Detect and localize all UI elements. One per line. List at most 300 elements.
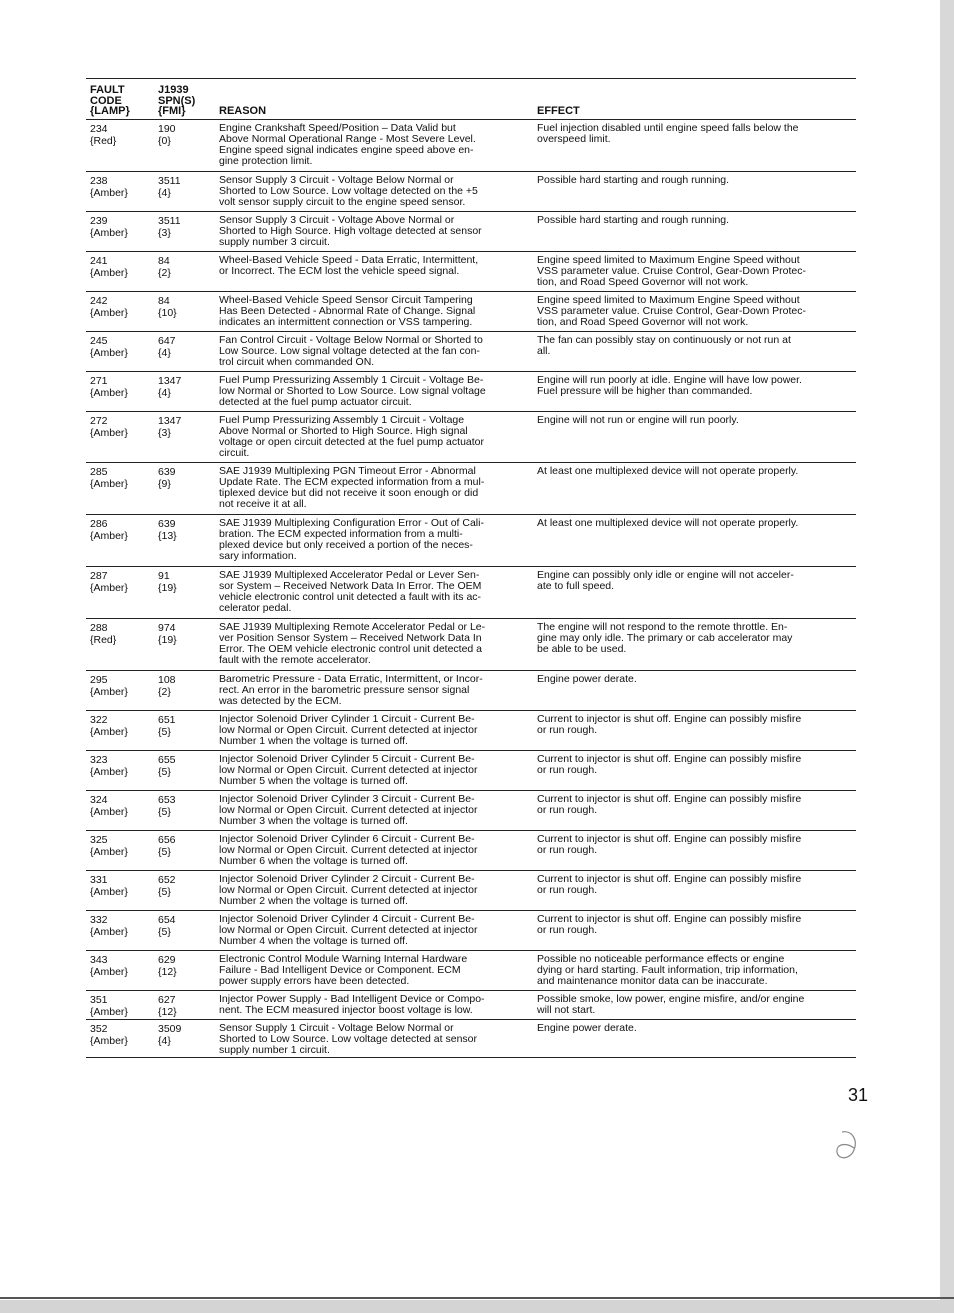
- effect-line: At least one multiplexed device will not operate properly.: [537, 464, 799, 477]
- effect-line: Possible hard starting and rough running.: [537, 173, 730, 186]
- reason-line: supply number 3 circuit.: [219, 235, 330, 248]
- effect-cell: [537, 874, 856, 909]
- fault-code-cell: [86, 295, 156, 330]
- lamp-color: {Amber}: [90, 306, 128, 319]
- fmi-value: {5}: [158, 885, 171, 898]
- reason-line: SAE J1939 Multiplexing Remote Accelerator Pedal or Le-: [219, 620, 486, 633]
- effect-line: Fuel pressure will be higher than commanded.: [537, 384, 753, 397]
- fault-code-cell: [86, 914, 156, 949]
- reason-line: Shorted to Low Source. Low voltage detected at sensor: [219, 1032, 477, 1045]
- fault-code-cell: [86, 954, 156, 989]
- reason-cell: [219, 674, 537, 709]
- table-row: [86, 951, 856, 991]
- reason-line: detected at the fuel pump actuator circuit.: [219, 395, 412, 408]
- fault-code: 288: [90, 621, 108, 634]
- spn-value: 639: [158, 465, 176, 478]
- fmi-value: {0}: [158, 134, 171, 147]
- reason-line: plexed device but only received a portion of the neces-: [219, 538, 473, 551]
- effect-line: VSS parameter value. Cruise Control, Gear-Down Protec-: [537, 304, 807, 317]
- spn-value: 652: [158, 873, 176, 886]
- table-row: [86, 463, 856, 515]
- reason-line: SAE J1939 Multiplexed Accelerator Pedal or Lever Sen-: [219, 568, 480, 581]
- header-effect: EFFECT: [537, 105, 580, 117]
- fault-code-cell: [86, 375, 156, 410]
- fault-code-cell: [86, 335, 156, 370]
- fmi-value: {3}: [158, 226, 171, 239]
- fault-code: 332: [90, 913, 108, 926]
- table-row: [86, 1020, 856, 1058]
- fault-code-cell: [86, 994, 156, 1018]
- effect-cell: [537, 518, 856, 565]
- fault-code: 242: [90, 294, 108, 307]
- spn-value: 627: [158, 993, 176, 1006]
- lamp-color: {Amber}: [90, 725, 128, 738]
- fault-code-cell: [86, 466, 156, 513]
- reason-line: SAE J1939 Multiplexing PGN Timeout Error - Abnormal: [219, 464, 476, 477]
- table-body: [86, 120, 856, 1058]
- lamp-color: {Amber}: [90, 1005, 128, 1018]
- fault-code: 351: [90, 993, 108, 1006]
- spn-value: 84: [158, 254, 170, 267]
- reason-line: rect. An error in the barometric pressure sensor signal: [219, 683, 470, 696]
- reason-cell: [219, 215, 537, 250]
- effect-line: Possible smoke, low power, engine misfire, and/or engine: [537, 992, 805, 1005]
- scan-edge-bottom: [0, 1300, 954, 1313]
- reason-line: low Normal or Open Circuit. Current detected at injector: [219, 763, 478, 776]
- spn-fmi-cell: [156, 754, 219, 789]
- fmi-value: {10}: [158, 306, 177, 319]
- fault-code-cell: [86, 794, 156, 829]
- effect-line: be able to be used.: [537, 642, 627, 655]
- table-row: [86, 911, 856, 951]
- fmi-value: {12}: [158, 1005, 177, 1018]
- reason-line: Above Normal or Shorted to High Source. High signal: [219, 424, 468, 437]
- fmi-value: {4}: [158, 1034, 171, 1047]
- spn-fmi-cell: [156, 994, 219, 1018]
- table-row: [86, 567, 856, 619]
- effect-cell: [537, 834, 856, 869]
- reason-line: SAE J1939 Multiplexing Configuration Error - Out of Cali-: [219, 516, 484, 529]
- spn-fmi-cell: [156, 570, 219, 617]
- effect-cell: [537, 335, 856, 370]
- effect-cell: [537, 994, 856, 1018]
- fault-code-cell: [86, 570, 156, 617]
- effect-line: Possible hard starting and rough running.: [537, 213, 730, 226]
- fault-code: 241: [90, 254, 108, 267]
- fmi-value: {9}: [158, 477, 171, 490]
- table-row: [86, 711, 856, 751]
- reason-line: Fuel Pump Pressurizing Assembly 1 Circuit - Voltage Be-: [219, 373, 484, 386]
- reason-line: power supply errors have been detected.: [219, 974, 410, 987]
- fault-code: 343: [90, 953, 108, 966]
- spn-value: 651: [158, 713, 176, 726]
- spn-fmi-cell: [156, 375, 219, 410]
- spn-fmi-cell: [156, 415, 219, 461]
- reason-line: Number 1 when the voltage is turned off.: [219, 734, 408, 747]
- table-row: [86, 515, 856, 567]
- effect-cell: [537, 622, 856, 669]
- table-row: [86, 372, 856, 412]
- effect-line: or run rough.: [537, 843, 598, 856]
- fault-code: 325: [90, 833, 108, 846]
- fault-code-cell: [86, 874, 156, 909]
- effect-line: tion, and Road Speed Governor will not work.: [537, 315, 749, 328]
- lamp-color: {Amber}: [90, 965, 128, 978]
- reason-cell: [219, 123, 537, 170]
- fault-code: 287: [90, 569, 108, 582]
- effect-line: Engine speed limited to Maximum Engine Speed without: [537, 293, 800, 306]
- reason-cell: [219, 255, 537, 290]
- fault-code: 271: [90, 374, 108, 387]
- reason-line: Number 5 when the voltage is turned off.: [219, 774, 408, 787]
- reason-line: Sensor Supply 3 Circuit - Voltage Above Normal or: [219, 213, 455, 226]
- effect-line: or run rough.: [537, 803, 598, 816]
- reason-line: low Normal or Shorted to Low Source. Low signal voltage: [219, 384, 486, 397]
- lamp-color: {Amber}: [90, 845, 128, 858]
- reason-line: Has Been Detected - Abnormal Rate of Change. Signal: [219, 304, 476, 317]
- fault-code-cell: [86, 714, 156, 749]
- reason-line: Sensor Supply 1 Circuit - Voltage Below Normal or: [219, 1021, 454, 1034]
- lamp-color: {Amber}: [90, 346, 128, 359]
- effect-cell: [537, 754, 856, 789]
- fmi-value: {3}: [158, 426, 171, 439]
- fault-code: 285: [90, 465, 108, 478]
- reason-line: Wheel-Based Vehicle Speed - Data Erratic, Intermittent,: [219, 253, 479, 266]
- fault-code-cell: [86, 215, 156, 250]
- fault-code-cell: [86, 622, 156, 669]
- fault-code-table: [86, 78, 856, 1058]
- reason-line: Shorted to High Source. High voltage detected at sensor: [219, 224, 482, 237]
- fault-code: 322: [90, 713, 108, 726]
- reason-cell: [219, 335, 537, 370]
- spn-fmi-cell: [156, 874, 219, 909]
- reason-line: Number 6 when the voltage is turned off.: [219, 854, 408, 867]
- lamp-color: {Amber}: [90, 186, 128, 199]
- effect-cell: [537, 375, 856, 410]
- lamp-color: {Amber}: [90, 477, 128, 490]
- effect-line: dying or hard starting. Fault information, trip information,: [537, 963, 798, 976]
- reason-line: Fuel Pump Pressurizing Assembly 1 Circuit - Voltage: [219, 413, 465, 426]
- effect-line: and maintenance monitor data can be inaccurate.: [537, 974, 768, 987]
- reason-line: gine protection limit.: [219, 154, 313, 167]
- reason-line: Low Source. Low signal voltage detected at the fan con-: [219, 344, 480, 357]
- spn-fmi-cell: [156, 1023, 219, 1056]
- lamp-color: {Amber}: [90, 426, 128, 439]
- effect-cell: [537, 570, 856, 617]
- spn-fmi-cell: [156, 794, 219, 829]
- reason-line: low Normal or Open Circuit. Current detected at injector: [219, 883, 478, 896]
- spn-fmi-cell: [156, 518, 219, 565]
- reason-line: Injector Solenoid Driver Cylinder 4 Circuit - Current Be-: [219, 912, 475, 925]
- fault-code-cell: [86, 834, 156, 869]
- effect-line: Current to injector is shut off. Engine can possibly misfire: [537, 712, 802, 725]
- table-row: [86, 871, 856, 911]
- reason-line: Number 2 when the voltage is turned off.: [219, 894, 408, 907]
- fmi-value: {2}: [158, 685, 171, 698]
- page-number: 31: [848, 1085, 869, 1105]
- effect-line: Current to injector is shut off. Engine can possibly misfire: [537, 752, 802, 765]
- spn-value: 190: [158, 122, 176, 135]
- fault-code: 323: [90, 753, 108, 766]
- effect-cell: [537, 714, 856, 749]
- reason-line: trol circuit when commanded ON.: [219, 355, 375, 368]
- effect-cell: [537, 175, 856, 210]
- effect-line: The engine will not respond to the remote throttle. En-: [537, 620, 788, 633]
- effect-cell: [537, 466, 856, 513]
- spn-fmi-cell: [156, 714, 219, 749]
- fmi-value: {5}: [158, 765, 171, 778]
- effect-cell: [537, 255, 856, 290]
- spn-value: 629: [158, 953, 176, 966]
- lamp-color: {Amber}: [90, 805, 128, 818]
- fault-code-cell: [86, 674, 156, 709]
- reason-line: Injector Solenoid Driver Cylinder 5 Circuit - Current Be-: [219, 752, 475, 765]
- fault-code: 295: [90, 673, 108, 686]
- effect-line: The fan can possibly stay on continuously or not run at: [537, 333, 791, 346]
- effect-line: Engine will not run or engine will run poorly.: [537, 413, 739, 426]
- reason-line: Failure - Bad Intelligent Device or Component. ECM: [219, 963, 461, 976]
- fault-code: 234: [90, 122, 108, 135]
- fmi-value: {4}: [158, 386, 171, 399]
- effect-line: Engine will run poorly at idle. Engine will have low power.: [537, 373, 802, 386]
- fmi-value: {4}: [158, 186, 171, 199]
- reason-cell: [219, 622, 537, 669]
- header-reason: REASON: [219, 105, 267, 117]
- fmi-value: {5}: [158, 725, 171, 738]
- spn-value: 647: [158, 334, 176, 347]
- fmi-value: {2}: [158, 266, 171, 279]
- effect-line: At least one multiplexed device will not operate properly.: [537, 516, 799, 529]
- effect-line: tion, and Road Speed Governor will not work.: [537, 275, 749, 288]
- reason-line: Injector Solenoid Driver Cylinder 6 Circuit - Current Be-: [219, 832, 475, 845]
- reason-line: low Normal or Open Circuit. Current detected at injector: [219, 923, 478, 936]
- reason-line: Injector Solenoid Driver Cylinder 2 Circuit - Current Be-: [219, 872, 475, 885]
- table-row: [86, 172, 856, 212]
- effect-cell: [537, 415, 856, 461]
- reason-line: Fan Control Circuit - Voltage Below Normal or Shorted to: [219, 333, 483, 346]
- reason-line: Number 3 when the voltage is turned off.: [219, 814, 408, 827]
- fmi-value: {4}: [158, 346, 171, 359]
- reason-line: indicates an intermittent connection or VSS tampering.: [219, 315, 473, 328]
- reason-line: tiplexed device but did not receive it soon enough or did: [219, 486, 479, 499]
- table-row: [86, 751, 856, 791]
- reason-cell: [219, 914, 537, 949]
- reason-line: Engine speed signal indicates engine speed above en-: [219, 143, 474, 156]
- reason-line: Error. The OEM vehicle electronic control unit detected a: [219, 642, 483, 655]
- fault-code: 286: [90, 517, 108, 530]
- reason-line: Shorted to Low Source. Low voltage detected on the +5: [219, 184, 478, 197]
- spn-fmi-cell: [156, 914, 219, 949]
- table-row: [86, 292, 856, 332]
- lamp-color: {Amber}: [90, 226, 128, 239]
- spn-value: 108: [158, 673, 176, 686]
- effect-line: Engine power derate.: [537, 672, 637, 685]
- reason-line: voltage or open circuit detected at the fuel pump actuator: [219, 435, 484, 448]
- spn-value: 84: [158, 294, 170, 307]
- fault-code-cell: [86, 518, 156, 565]
- lamp-color: {Amber}: [90, 765, 128, 778]
- header-j1939: J1939 SPN(S) {FMI}: [158, 84, 196, 117]
- table-row: [86, 791, 856, 831]
- reason-line: was detected by the ECM.: [219, 694, 342, 707]
- fault-code-cell: [86, 754, 156, 789]
- reason-line: low Normal or Open Circuit. Current detected at injector: [219, 723, 478, 736]
- reason-line: Sensor Supply 3 Circuit - Voltage Below Normal or: [219, 173, 454, 186]
- effect-cell: [537, 1023, 856, 1056]
- fault-code: 272: [90, 414, 108, 427]
- reason-cell: [219, 954, 537, 989]
- table-row: [86, 831, 856, 871]
- effect-line: Current to injector is shut off. Engine can possibly misfire: [537, 792, 802, 805]
- reason-line: sor System – Received Network Data In Error. The OEM: [219, 579, 482, 592]
- effect-line: or run rough.: [537, 923, 598, 936]
- spn-value: 639: [158, 517, 176, 530]
- header-fault-code: FAULT CODE {LAMP}: [90, 84, 130, 117]
- table-row: [86, 412, 856, 463]
- lamp-color: {Red}: [90, 633, 117, 646]
- fmi-value: {12}: [158, 965, 177, 978]
- reason-cell: [219, 570, 537, 617]
- effect-cell: [537, 123, 856, 170]
- table-header: [86, 79, 856, 120]
- reason-line: bration. The ECM expected information from a multi-: [219, 527, 463, 540]
- spn-fmi-cell: [156, 255, 219, 290]
- reason-cell: [219, 794, 537, 829]
- effect-line: or run rough.: [537, 763, 598, 776]
- scan-edge-line: [0, 1297, 954, 1299]
- reason-line: circuit.: [219, 446, 250, 459]
- fmi-value: {5}: [158, 845, 171, 858]
- reason-line: Number 4 when the voltage is turned off.: [219, 934, 408, 947]
- fault-code-cell: [86, 123, 156, 170]
- spn-fmi-cell: [156, 335, 219, 370]
- spn-fmi-cell: [156, 622, 219, 669]
- reason-cell: [219, 994, 537, 1018]
- spn-value: 3511: [158, 214, 181, 227]
- effect-line: Current to injector is shut off. Engine can possibly misfire: [537, 832, 802, 845]
- reason-cell: [219, 754, 537, 789]
- effect-cell: [537, 215, 856, 250]
- effect-line: Engine speed limited to Maximum Engine Speed without: [537, 253, 800, 266]
- fault-code: 239: [90, 214, 108, 227]
- spn-fmi-cell: [156, 834, 219, 869]
- reason-cell: [219, 518, 537, 565]
- reason-line: low Normal or Open Circuit. Current detected at injector: [219, 843, 478, 856]
- reason-cell: [219, 466, 537, 513]
- reason-line: ver Position Sensor System – Received Network Data In: [219, 631, 482, 644]
- fault-code-cell: [86, 415, 156, 461]
- spn-value: 974: [158, 621, 176, 634]
- reason-line: volt sensor supply circuit to the engine speed sensor.: [219, 195, 466, 208]
- reason-line: celerator pedal.: [219, 601, 292, 614]
- spn-value: 1347: [158, 414, 182, 427]
- effect-line: gine may only idle. The primary or cab accelerator may: [537, 631, 793, 644]
- reason-cell: [219, 834, 537, 869]
- reason-cell: [219, 714, 537, 749]
- handwritten-mark: [828, 1126, 868, 1166]
- fault-code-cell: [86, 255, 156, 290]
- effect-line: ate to full speed.: [537, 579, 615, 592]
- spn-value: 653: [158, 793, 176, 806]
- reason-line: vehicle electronic control unit detected a fault with its ac-: [219, 590, 482, 603]
- reason-cell: [219, 295, 537, 330]
- reason-cell: [219, 1023, 537, 1056]
- effect-cell: [537, 674, 856, 709]
- effect-line: Current to injector is shut off. Engine can possibly misfire: [537, 872, 802, 885]
- spn-fmi-cell: [156, 123, 219, 170]
- spn-value: 3509: [158, 1022, 182, 1035]
- lamp-color: {Amber}: [90, 266, 128, 279]
- spn-value: 654: [158, 913, 176, 926]
- spn-fmi-cell: [156, 674, 219, 709]
- effect-line: Engine can possibly only idle or engine will not acceler-: [537, 568, 794, 581]
- effect-cell: [537, 954, 856, 989]
- scan-edge-right: [940, 0, 954, 1313]
- effect-line: overspeed limit.: [537, 132, 611, 145]
- effect-line: will not start.: [537, 1003, 596, 1016]
- effect-cell: [537, 794, 856, 829]
- lamp-color: {Amber}: [90, 581, 128, 594]
- spn-fmi-cell: [156, 295, 219, 330]
- spn-value: 656: [158, 833, 176, 846]
- effect-line: Fuel injection disabled until engine speed falls below the: [537, 121, 799, 134]
- effect-line: Current to injector is shut off. Engine can possibly misfire: [537, 912, 802, 925]
- spn-fmi-cell: [156, 175, 219, 210]
- spn-value: 3511: [158, 174, 181, 187]
- reason-line: supply number 1 circuit.: [219, 1043, 330, 1056]
- spn-fmi-cell: [156, 215, 219, 250]
- reason-line: Above Normal Operational Range - Most Severe Level.: [219, 132, 476, 145]
- fmi-value: {5}: [158, 925, 171, 938]
- fault-code-cell: [86, 175, 156, 210]
- spn-value: 1347: [158, 374, 182, 387]
- effect-line: or run rough.: [537, 883, 598, 896]
- reason-line: low Normal or Open Circuit. Current detected at injector: [219, 803, 478, 816]
- table-row: [86, 991, 856, 1020]
- fmi-value: {19}: [158, 633, 177, 646]
- reason-line: Injector Power Supply - Bad Intelligent Device or Compo-: [219, 992, 485, 1005]
- fault-code: 324: [90, 793, 108, 806]
- fault-code: 331: [90, 873, 108, 886]
- table-row: [86, 252, 856, 292]
- fmi-value: {5}: [158, 805, 171, 818]
- effect-cell: [537, 914, 856, 949]
- table-row: [86, 619, 856, 671]
- fault-code: 238: [90, 174, 108, 187]
- effect-line: or run rough.: [537, 723, 598, 736]
- fmi-value: {19}: [158, 581, 177, 594]
- lamp-color: {Amber}: [90, 529, 128, 542]
- reason-line: or Incorrect. The ECM lost the vehicle speed signal.: [219, 264, 460, 277]
- table-row: [86, 212, 856, 252]
- reason-line: nent. The ECM measured injector boost voltage is low.: [219, 1003, 473, 1016]
- reason-line: Engine Crankshaft Speed/Position – Data Valid but: [219, 121, 456, 134]
- effect-line: Engine power derate.: [537, 1021, 637, 1034]
- table-row: [86, 332, 856, 372]
- reason-line: Electronic Control Module Warning Internal Hardware: [219, 952, 468, 965]
- effect-line: all.: [537, 344, 551, 357]
- lamp-color: {Amber}: [90, 685, 128, 698]
- reason-cell: [219, 415, 537, 461]
- fault-code: 352: [90, 1022, 108, 1035]
- effect-line: VSS parameter value. Cruise Control, Gear-Down Protec-: [537, 264, 807, 277]
- reason-line: Update Rate. The ECM expected information from a mul-: [219, 475, 485, 488]
- reason-cell: [219, 874, 537, 909]
- reason-line: sary information.: [219, 549, 297, 562]
- effect-cell: [537, 295, 856, 330]
- lamp-color: {Amber}: [90, 885, 128, 898]
- effect-line: Possible no noticeable performance effects or engine: [537, 952, 785, 965]
